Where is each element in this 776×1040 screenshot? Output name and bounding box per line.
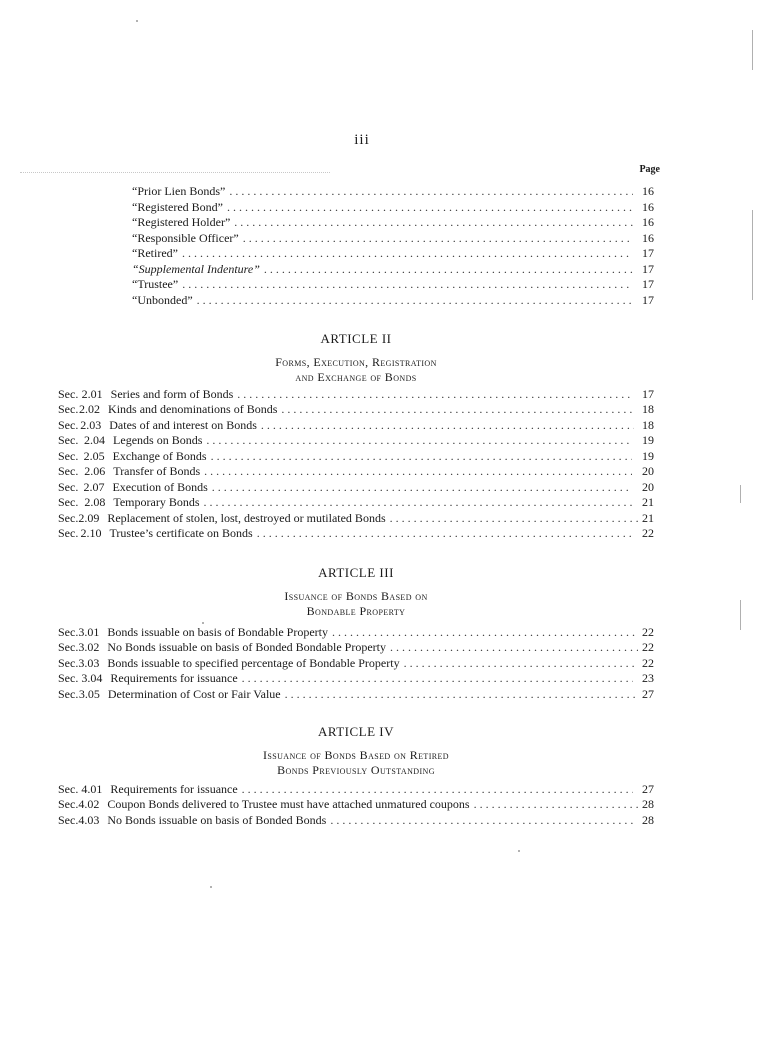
dot-leader bbox=[257, 526, 634, 541]
dot-leader bbox=[204, 495, 632, 510]
page-ref: 19 bbox=[642, 449, 654, 463]
scan-edge-mark bbox=[740, 485, 741, 503]
section-entry bbox=[58, 449, 654, 464]
section-title: No Bonds issuable on basis of Bonded Bondable Property bbox=[107, 640, 386, 654]
section-entry bbox=[58, 418, 654, 433]
dot-leader bbox=[237, 387, 633, 402]
toc-entry bbox=[132, 293, 654, 308]
section-number: 4.03 bbox=[78, 813, 100, 827]
section-number: 2.01 bbox=[81, 387, 103, 401]
scan-speck bbox=[518, 850, 520, 852]
page-ref: 18 bbox=[642, 418, 654, 432]
entry-title: “Trustee” bbox=[132, 277, 179, 291]
section-title: Coupon Bonds delivered to Trustee must have attached unmatured coupons bbox=[107, 797, 470, 811]
section-label: Sec. bbox=[58, 526, 79, 540]
toc-entry bbox=[132, 277, 654, 292]
section-number: 3.01 bbox=[78, 625, 100, 639]
dot-leader bbox=[182, 277, 630, 292]
section-number: 2.09 bbox=[78, 511, 100, 525]
toc-entry bbox=[132, 262, 654, 277]
section-title: Dates of and interest on Bonds bbox=[109, 418, 257, 432]
page-ref: 22 bbox=[642, 625, 654, 639]
dot-leader bbox=[285, 687, 635, 702]
page-ref: 18 bbox=[642, 402, 654, 416]
page-ref: 20 bbox=[642, 464, 655, 478]
section-label: Sec. bbox=[58, 813, 79, 827]
section-entry bbox=[58, 797, 654, 812]
dot-leader bbox=[332, 625, 637, 640]
dot-leader bbox=[281, 402, 634, 417]
section-title: Execution of Bonds bbox=[112, 480, 208, 494]
section-entry bbox=[58, 813, 654, 828]
article-subtitle: Bonds Previously Outstanding bbox=[277, 763, 435, 777]
dot-leader bbox=[204, 464, 631, 479]
page-ref: 27 bbox=[642, 687, 654, 701]
entry-title: “Registered Holder” bbox=[132, 215, 231, 229]
page-ref: 22 bbox=[642, 640, 654, 654]
dot-leader bbox=[197, 293, 632, 308]
section-entry bbox=[58, 387, 654, 402]
scan-speck bbox=[136, 20, 138, 22]
section-label: Sec. bbox=[58, 625, 79, 639]
section-label: Sec. bbox=[58, 480, 79, 494]
section-entry bbox=[58, 671, 654, 686]
section-entry bbox=[58, 640, 654, 655]
section-number: 4.01 bbox=[81, 782, 103, 796]
dot-leader bbox=[390, 511, 638, 526]
entry-title: “Registered Bond” bbox=[132, 200, 223, 214]
page-ref: 22 bbox=[642, 526, 654, 540]
section-number: 2.04 bbox=[84, 433, 106, 447]
dot-leader bbox=[330, 813, 636, 828]
page-ref: 17 bbox=[642, 277, 654, 291]
dot-leader bbox=[242, 671, 633, 686]
section-entry bbox=[58, 464, 654, 479]
scan-artifact-line bbox=[20, 172, 330, 174]
section-entry bbox=[58, 625, 654, 640]
section-number: 2.03 bbox=[80, 418, 102, 432]
section-title: No Bonds issuable on basis of Bonded Bonds bbox=[107, 813, 327, 827]
section-number: 2.10 bbox=[80, 526, 102, 540]
scan-speck bbox=[210, 886, 212, 888]
page-ref: 23 bbox=[642, 671, 654, 685]
dot-leader bbox=[242, 782, 633, 797]
page-ref: 16 bbox=[642, 231, 654, 245]
section-number: 3.03 bbox=[78, 656, 100, 670]
entry-title: “Unbonded” bbox=[132, 293, 193, 307]
section-number: 2.05 bbox=[83, 449, 105, 463]
section-title: Exchange of Bonds bbox=[112, 449, 207, 463]
scan-edge-mark bbox=[752, 210, 753, 300]
dot-leader bbox=[212, 480, 632, 495]
dot-leader bbox=[234, 215, 633, 230]
page-ref: 17 bbox=[642, 293, 654, 307]
section-label: Sec. bbox=[58, 402, 79, 416]
entry-title: “Retired” bbox=[132, 246, 178, 260]
page-ref: 20 bbox=[642, 480, 655, 494]
toc-entry bbox=[132, 215, 654, 230]
section-label: Sec. bbox=[58, 449, 79, 463]
page-ref: 21 bbox=[642, 511, 654, 525]
section-entry bbox=[58, 480, 654, 495]
dot-leader bbox=[243, 231, 633, 246]
dot-leader bbox=[390, 640, 638, 655]
scan-edge-mark bbox=[740, 600, 741, 630]
section-label: Sec. bbox=[58, 656, 79, 670]
page-number: iii bbox=[354, 132, 370, 148]
section-entry bbox=[58, 495, 654, 510]
toc-entry bbox=[132, 200, 654, 215]
dot-leader bbox=[227, 200, 633, 215]
section-title: Legends on Bonds bbox=[113, 433, 203, 447]
page-ref: 28 bbox=[642, 813, 654, 827]
page-ref: 17 bbox=[642, 262, 654, 276]
section-label: Sec. bbox=[58, 433, 79, 447]
article-subtitle: Issuance of Bonds Based on Retired bbox=[263, 748, 449, 762]
section-label: Sec. bbox=[58, 511, 79, 525]
page-ref: 16 bbox=[642, 200, 654, 214]
section-label: Sec. bbox=[58, 671, 79, 685]
section-label: Sec. bbox=[58, 387, 79, 401]
section-title: Trustee’s certificate on Bonds bbox=[109, 526, 253, 540]
section-label: Sec. bbox=[58, 797, 79, 811]
section-title: Replacement of stolen, lost, destroyed or mutilated Bonds bbox=[107, 511, 386, 525]
dot-leader bbox=[264, 262, 634, 277]
section-entry bbox=[58, 687, 654, 702]
dot-leader bbox=[404, 656, 638, 671]
page-ref: 28 bbox=[642, 797, 654, 811]
page-ref: 16 bbox=[642, 215, 654, 229]
article-heading: ARTICLE II bbox=[320, 331, 392, 346]
page-ref: 21 bbox=[641, 495, 654, 509]
section-title: Kinds and denominations of Bonds bbox=[108, 402, 278, 416]
section-number: 3.04 bbox=[81, 671, 103, 685]
section-label: Sec. bbox=[58, 495, 79, 509]
section-label: Sec. bbox=[58, 464, 79, 478]
section-entry bbox=[58, 511, 654, 526]
section-entry bbox=[58, 782, 654, 797]
section-label: Sec. bbox=[58, 687, 79, 701]
section-label: Sec. bbox=[58, 640, 79, 654]
section-title: Bonds issuable on basis of Bondable Property bbox=[107, 625, 328, 639]
page-ref: 22 bbox=[642, 656, 654, 670]
section-number: 2.06 bbox=[84, 464, 106, 478]
article-subtitle: and Exchange of Bonds bbox=[295, 370, 417, 384]
dot-leader bbox=[206, 433, 631, 448]
section-label: Sec. bbox=[58, 782, 79, 796]
dot-leader bbox=[229, 184, 632, 199]
section-title: Temporary Bonds bbox=[113, 495, 200, 509]
section-label: Sec. bbox=[58, 418, 79, 432]
page-ref: 17 bbox=[642, 246, 654, 260]
section-title: Bonds issuable to specified percentage of Bondable Property bbox=[107, 656, 400, 670]
dot-leader bbox=[261, 418, 634, 433]
section-number: 3.02 bbox=[78, 640, 100, 654]
toc-entry bbox=[132, 246, 654, 261]
article-subtitle: Bondable Property bbox=[306, 604, 406, 618]
article-heading: ARTICLE III bbox=[318, 565, 394, 580]
section-entry bbox=[58, 526, 654, 541]
section-title: Determination of Cost or Fair Value bbox=[107, 687, 281, 701]
article-heading: ARTICLE IV bbox=[317, 724, 395, 739]
page-ref: 27 bbox=[642, 782, 654, 796]
section-title: Requirements for issuance bbox=[110, 671, 238, 685]
section-title: Series and form of Bonds bbox=[110, 387, 234, 401]
section-entry bbox=[58, 433, 654, 448]
section-entry bbox=[58, 402, 654, 417]
page-column-header: Page bbox=[639, 164, 660, 175]
scan-edge-mark bbox=[752, 30, 753, 70]
page-ref: 19 bbox=[642, 433, 655, 447]
article-subtitle: Issuance of Bonds Based on bbox=[284, 589, 428, 603]
section-number: 2.07 bbox=[83, 480, 105, 494]
dot-leader bbox=[474, 797, 638, 812]
dot-leader bbox=[211, 449, 632, 464]
section-number: 3.05 bbox=[78, 687, 100, 701]
entry-title: “Prior Lien Bonds” bbox=[132, 184, 226, 198]
page-ref: 16 bbox=[642, 184, 654, 198]
article-subtitle: Forms, Execution, Registration bbox=[275, 355, 437, 369]
section-title: Transfer of Bonds bbox=[113, 464, 201, 478]
scan-speck bbox=[202, 622, 204, 624]
section-number: 2.08 bbox=[84, 495, 106, 509]
toc-entry bbox=[132, 231, 654, 246]
section-number: 4.02 bbox=[78, 797, 100, 811]
section-number: 2.02 bbox=[79, 402, 101, 416]
section-title: Requirements for issuance bbox=[110, 782, 238, 796]
entry-title: “Responsible Officer” bbox=[132, 231, 239, 245]
toc-entry bbox=[132, 184, 654, 199]
entry-title: “Supplemental Indenture” bbox=[132, 262, 260, 276]
page-ref: 17 bbox=[642, 387, 654, 401]
section-entry bbox=[58, 656, 654, 671]
dot-leader bbox=[182, 246, 631, 261]
